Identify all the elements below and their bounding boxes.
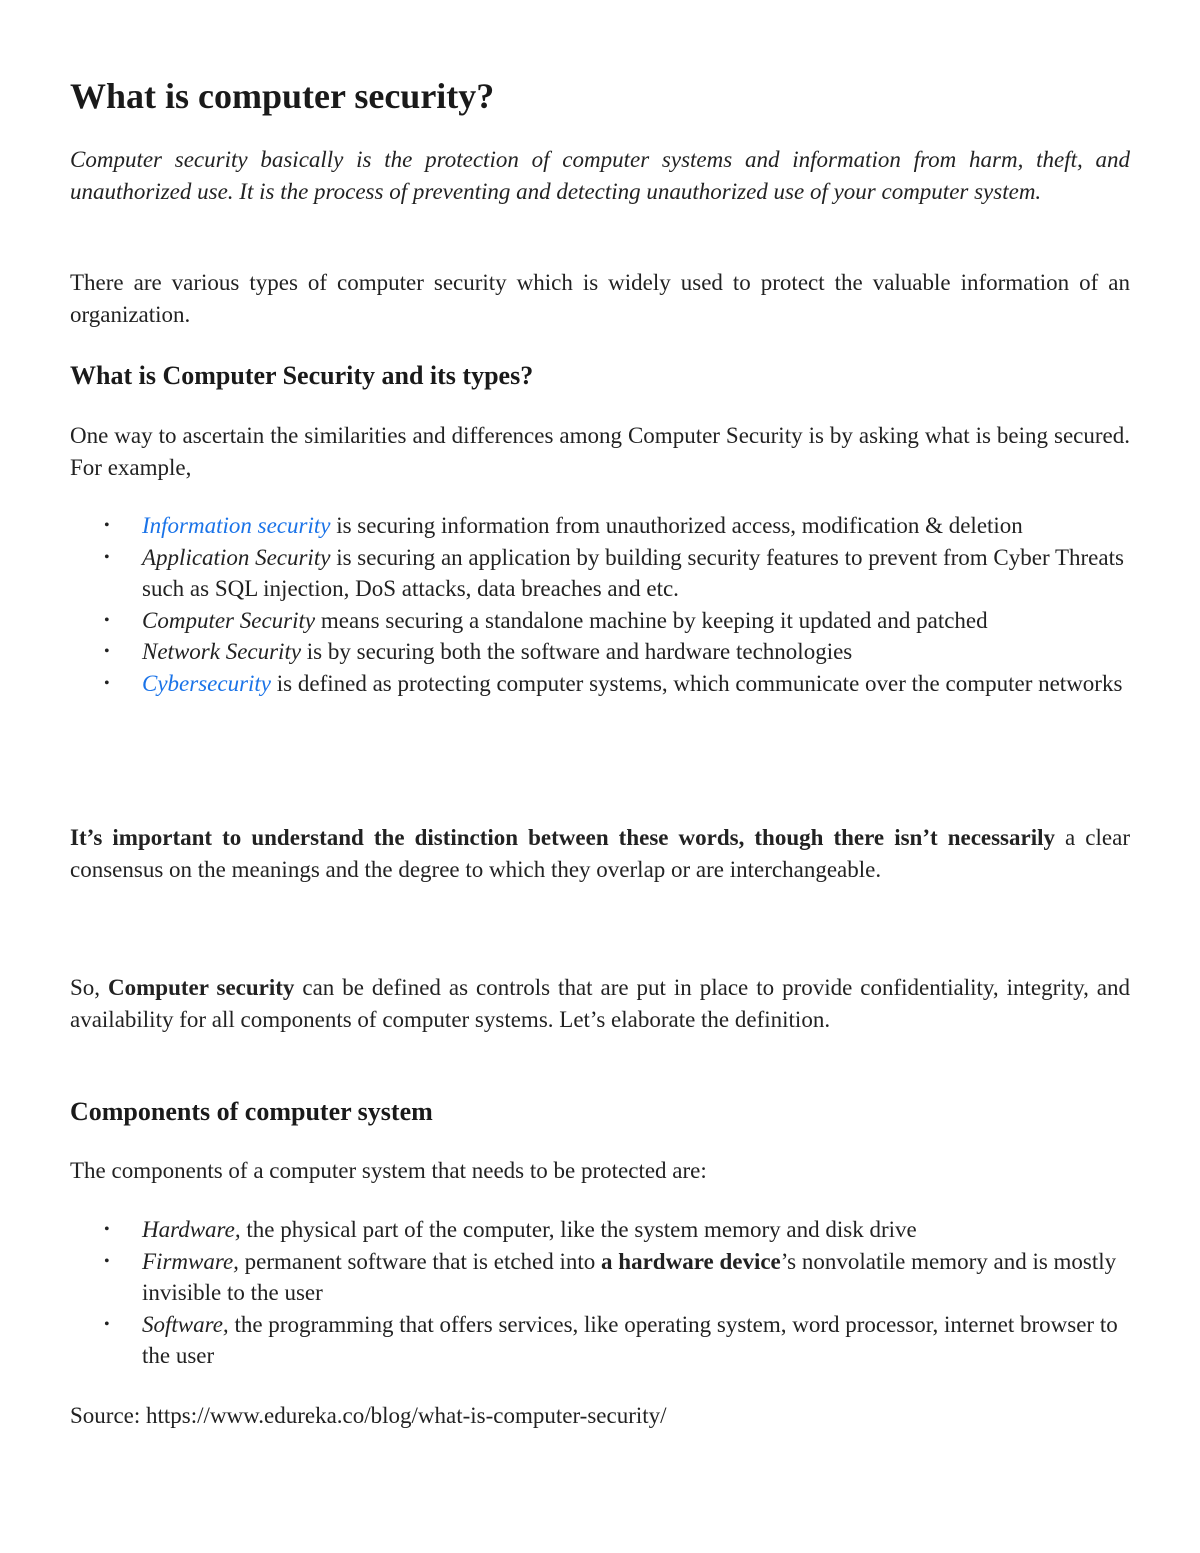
list-item-term: Firmware, xyxy=(142,1248,239,1274)
list-item-text: is securing information from unauthorized access, modification & deletion xyxy=(330,513,1023,538)
security-types-list xyxy=(70,510,1130,699)
list-item-text: ’s nonvolatile memory and is mostly invisible to the user xyxy=(142,1248,1117,1305)
components-list xyxy=(70,1214,1130,1372)
list-item xyxy=(70,668,1130,700)
list-item-text: the physical part of the computer, like the system memory and disk drive xyxy=(240,1217,917,1242)
section-heading-types: What is Computer Security and its types? xyxy=(70,361,534,390)
list-item-term: Application Security xyxy=(142,544,331,570)
list-item-term: Hardware, xyxy=(142,1217,241,1242)
bullet-icon: • xyxy=(104,1252,110,1270)
distinction-text: a clear consensus on the meanings and the degree to which they overlap or are interchangeable. xyxy=(70,825,1130,882)
definition-bold-term: Computer security xyxy=(108,975,295,1000)
list-item-text: is by securing both the software and hardware technologies xyxy=(301,639,853,664)
bullet-icon: • xyxy=(104,1221,110,1238)
section-heading-components: Components of computer system xyxy=(70,1097,433,1126)
definition-prefix: So, xyxy=(70,975,109,1000)
list-item xyxy=(70,1246,1130,1309)
page-title: What is computer security? xyxy=(70,76,495,116)
list-item xyxy=(70,1309,1130,1372)
section-paragraph-types: One way to ascertain the similarities and differences among Computer Security is by asking what is being secured. For example, xyxy=(70,423,1130,480)
list-item-term: Computer Security xyxy=(142,607,316,633)
source-url-link[interactable]: https://www.edureka.co/blog/what-is-computer-security/ xyxy=(146,1403,667,1428)
definition-paragraph xyxy=(70,972,1130,1035)
list-item-text: permanent software that is etched into xyxy=(238,1248,602,1274)
types-intro-paragraph: There are various types of computer security which is widely used to protect the valuable information of an organization. xyxy=(70,270,1130,327)
distinction-paragraph xyxy=(70,822,1130,885)
list-item xyxy=(70,542,1130,605)
list-item xyxy=(70,636,1130,668)
distinction-bold-text: It’s important to understand the distinction between these words, though there isn’t necessarily xyxy=(70,825,1055,850)
bullet-icon: • xyxy=(104,548,110,566)
section-paragraph-components: The components of a computer system that needs to be protected are: xyxy=(70,1158,707,1183)
bullet-icon: • xyxy=(104,517,110,534)
list-item xyxy=(70,605,1130,637)
source-line xyxy=(70,1400,1130,1432)
list-item-bold-text: a hardware device xyxy=(601,1248,781,1274)
list-item-text: is defined as protecting computer systems, which communicate over the computer networks xyxy=(271,670,1123,696)
information-security-link[interactable]: Information security xyxy=(142,513,331,538)
list-item xyxy=(70,510,1130,542)
intro-paragraph: Computer security basically is the protection of computer systems and information from harm, theft, and unauthorized use. It is the process of preventing and detecting unauthorized use of your computer system. xyxy=(70,147,1130,204)
bullet-icon: • xyxy=(104,674,110,692)
cybersecurity-link[interactable]: Cybersecurity xyxy=(142,670,272,696)
list-item-text: is securing an application by building security features to prevent from Cyber Threats such as SQL injection, DoS attacks, data breaches and etc. xyxy=(142,544,1124,601)
bullet-icon: • xyxy=(104,1315,110,1333)
list-item-text: the programming that offers services, like operating system, word processor, internet browser to the user xyxy=(142,1311,1118,1368)
definition-text: can be defined as controls that are put in place to provide confidentiality, integrity, and availability for all components of computer systems. Let’s elaborate the definition. xyxy=(70,975,1131,1032)
list-item xyxy=(70,1214,1130,1246)
source-label: Source: xyxy=(70,1403,147,1428)
list-item-term: Software, xyxy=(142,1311,229,1337)
list-item-term: Network Security xyxy=(142,639,302,664)
bullet-icon: • xyxy=(104,611,110,629)
list-item-text: means securing a standalone machine by keeping it updated and patched xyxy=(315,607,988,633)
bullet-icon: • xyxy=(104,643,110,660)
